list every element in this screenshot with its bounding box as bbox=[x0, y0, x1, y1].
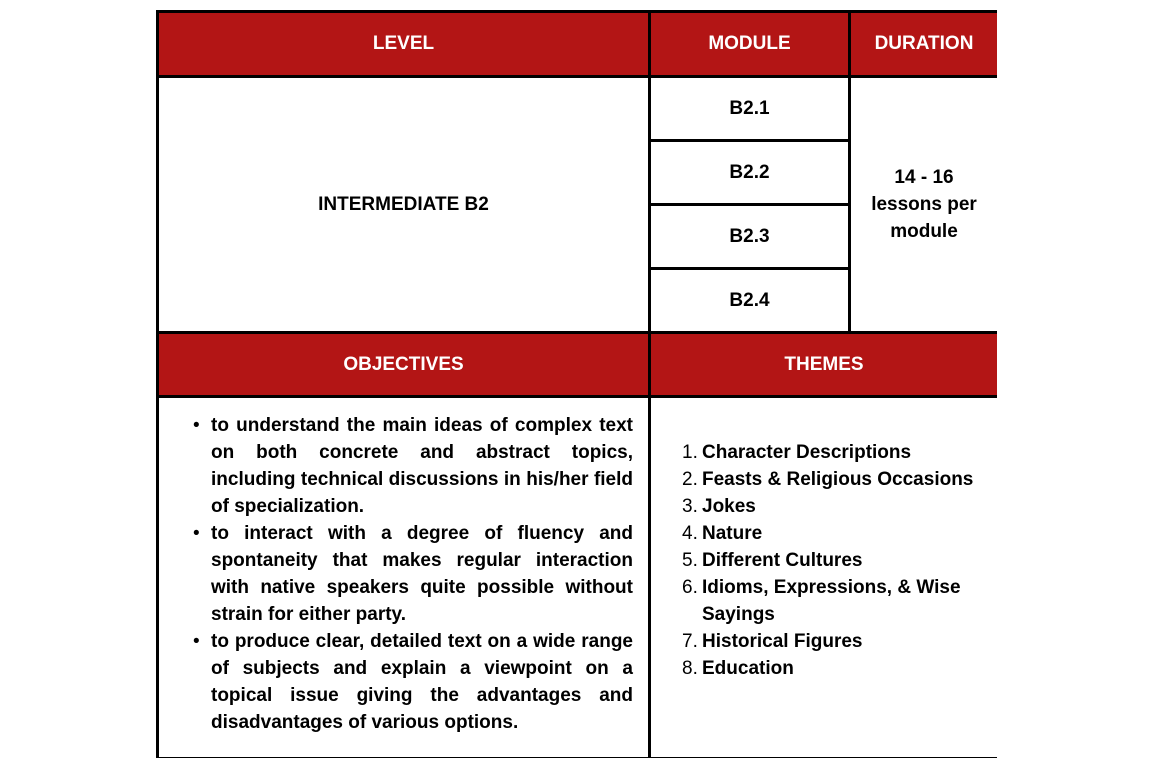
theme-text: Different Cultures bbox=[702, 550, 863, 571]
objective-item: • to understand the main ideas of complex text on both concrete and abstract topics, including technical discussions in his/her field of specialization. bbox=[211, 412, 633, 520]
theme-number: 1. bbox=[682, 442, 698, 463]
level-value: INTERMEDIATE B2 bbox=[159, 78, 648, 331]
module-cell: B2.3 bbox=[651, 206, 848, 267]
theme-text: Feasts & Religious Occasions bbox=[702, 469, 974, 490]
theme-number: 8. bbox=[682, 658, 698, 679]
level-header: LEVEL bbox=[159, 13, 648, 75]
objectives-list bbox=[193, 412, 633, 736]
theme-number: 3. bbox=[682, 496, 698, 517]
theme-item bbox=[682, 493, 987, 520]
theme-item bbox=[682, 574, 987, 628]
theme-number: 2. bbox=[682, 469, 698, 490]
theme-text: Nature bbox=[702, 523, 763, 544]
theme-item bbox=[682, 520, 987, 547]
theme-item bbox=[682, 439, 987, 466]
theme-text: Idioms, Expressions, & Wise Sayings bbox=[702, 577, 961, 625]
theme-text: Character Descriptions bbox=[702, 442, 912, 463]
duration-header: DURATION bbox=[851, 13, 997, 75]
module-cell: B2.4 bbox=[651, 270, 848, 331]
theme-number: 7. bbox=[682, 631, 698, 652]
theme-item bbox=[682, 547, 987, 574]
themes-list bbox=[682, 439, 987, 682]
module-cell: B2.1 bbox=[651, 78, 848, 139]
module-header: MODULE bbox=[651, 13, 848, 75]
themes-header: THEMES bbox=[651, 334, 997, 395]
objective-item: • to produce clear, detailed text on a wide range of subjects and explain a viewpoint on a topical issue giving the advantages and disadvantages of various options. bbox=[211, 628, 633, 736]
theme-item bbox=[682, 466, 987, 493]
theme-number: 5. bbox=[682, 550, 698, 571]
theme-item bbox=[682, 628, 987, 655]
objectives-cell bbox=[159, 398, 648, 757]
theme-item bbox=[682, 655, 987, 682]
theme-number: 4. bbox=[682, 523, 698, 544]
theme-text: Education bbox=[702, 658, 794, 679]
theme-text: Jokes bbox=[702, 496, 756, 517]
duration-value: 14 - 16 lessons per module bbox=[851, 78, 997, 331]
objective-item: • to interact with a degree of fluency and spontaneity that makes regular interaction with native speakers quite possible without strain for either party. bbox=[211, 520, 633, 628]
theme-number: 6. bbox=[682, 577, 698, 598]
course-table bbox=[156, 10, 997, 758]
theme-text: Historical Figures bbox=[702, 631, 863, 652]
objectives-header: OBJECTIVES bbox=[159, 334, 648, 395]
themes-cell bbox=[651, 398, 997, 757]
module-cell: B2.2 bbox=[651, 142, 848, 203]
